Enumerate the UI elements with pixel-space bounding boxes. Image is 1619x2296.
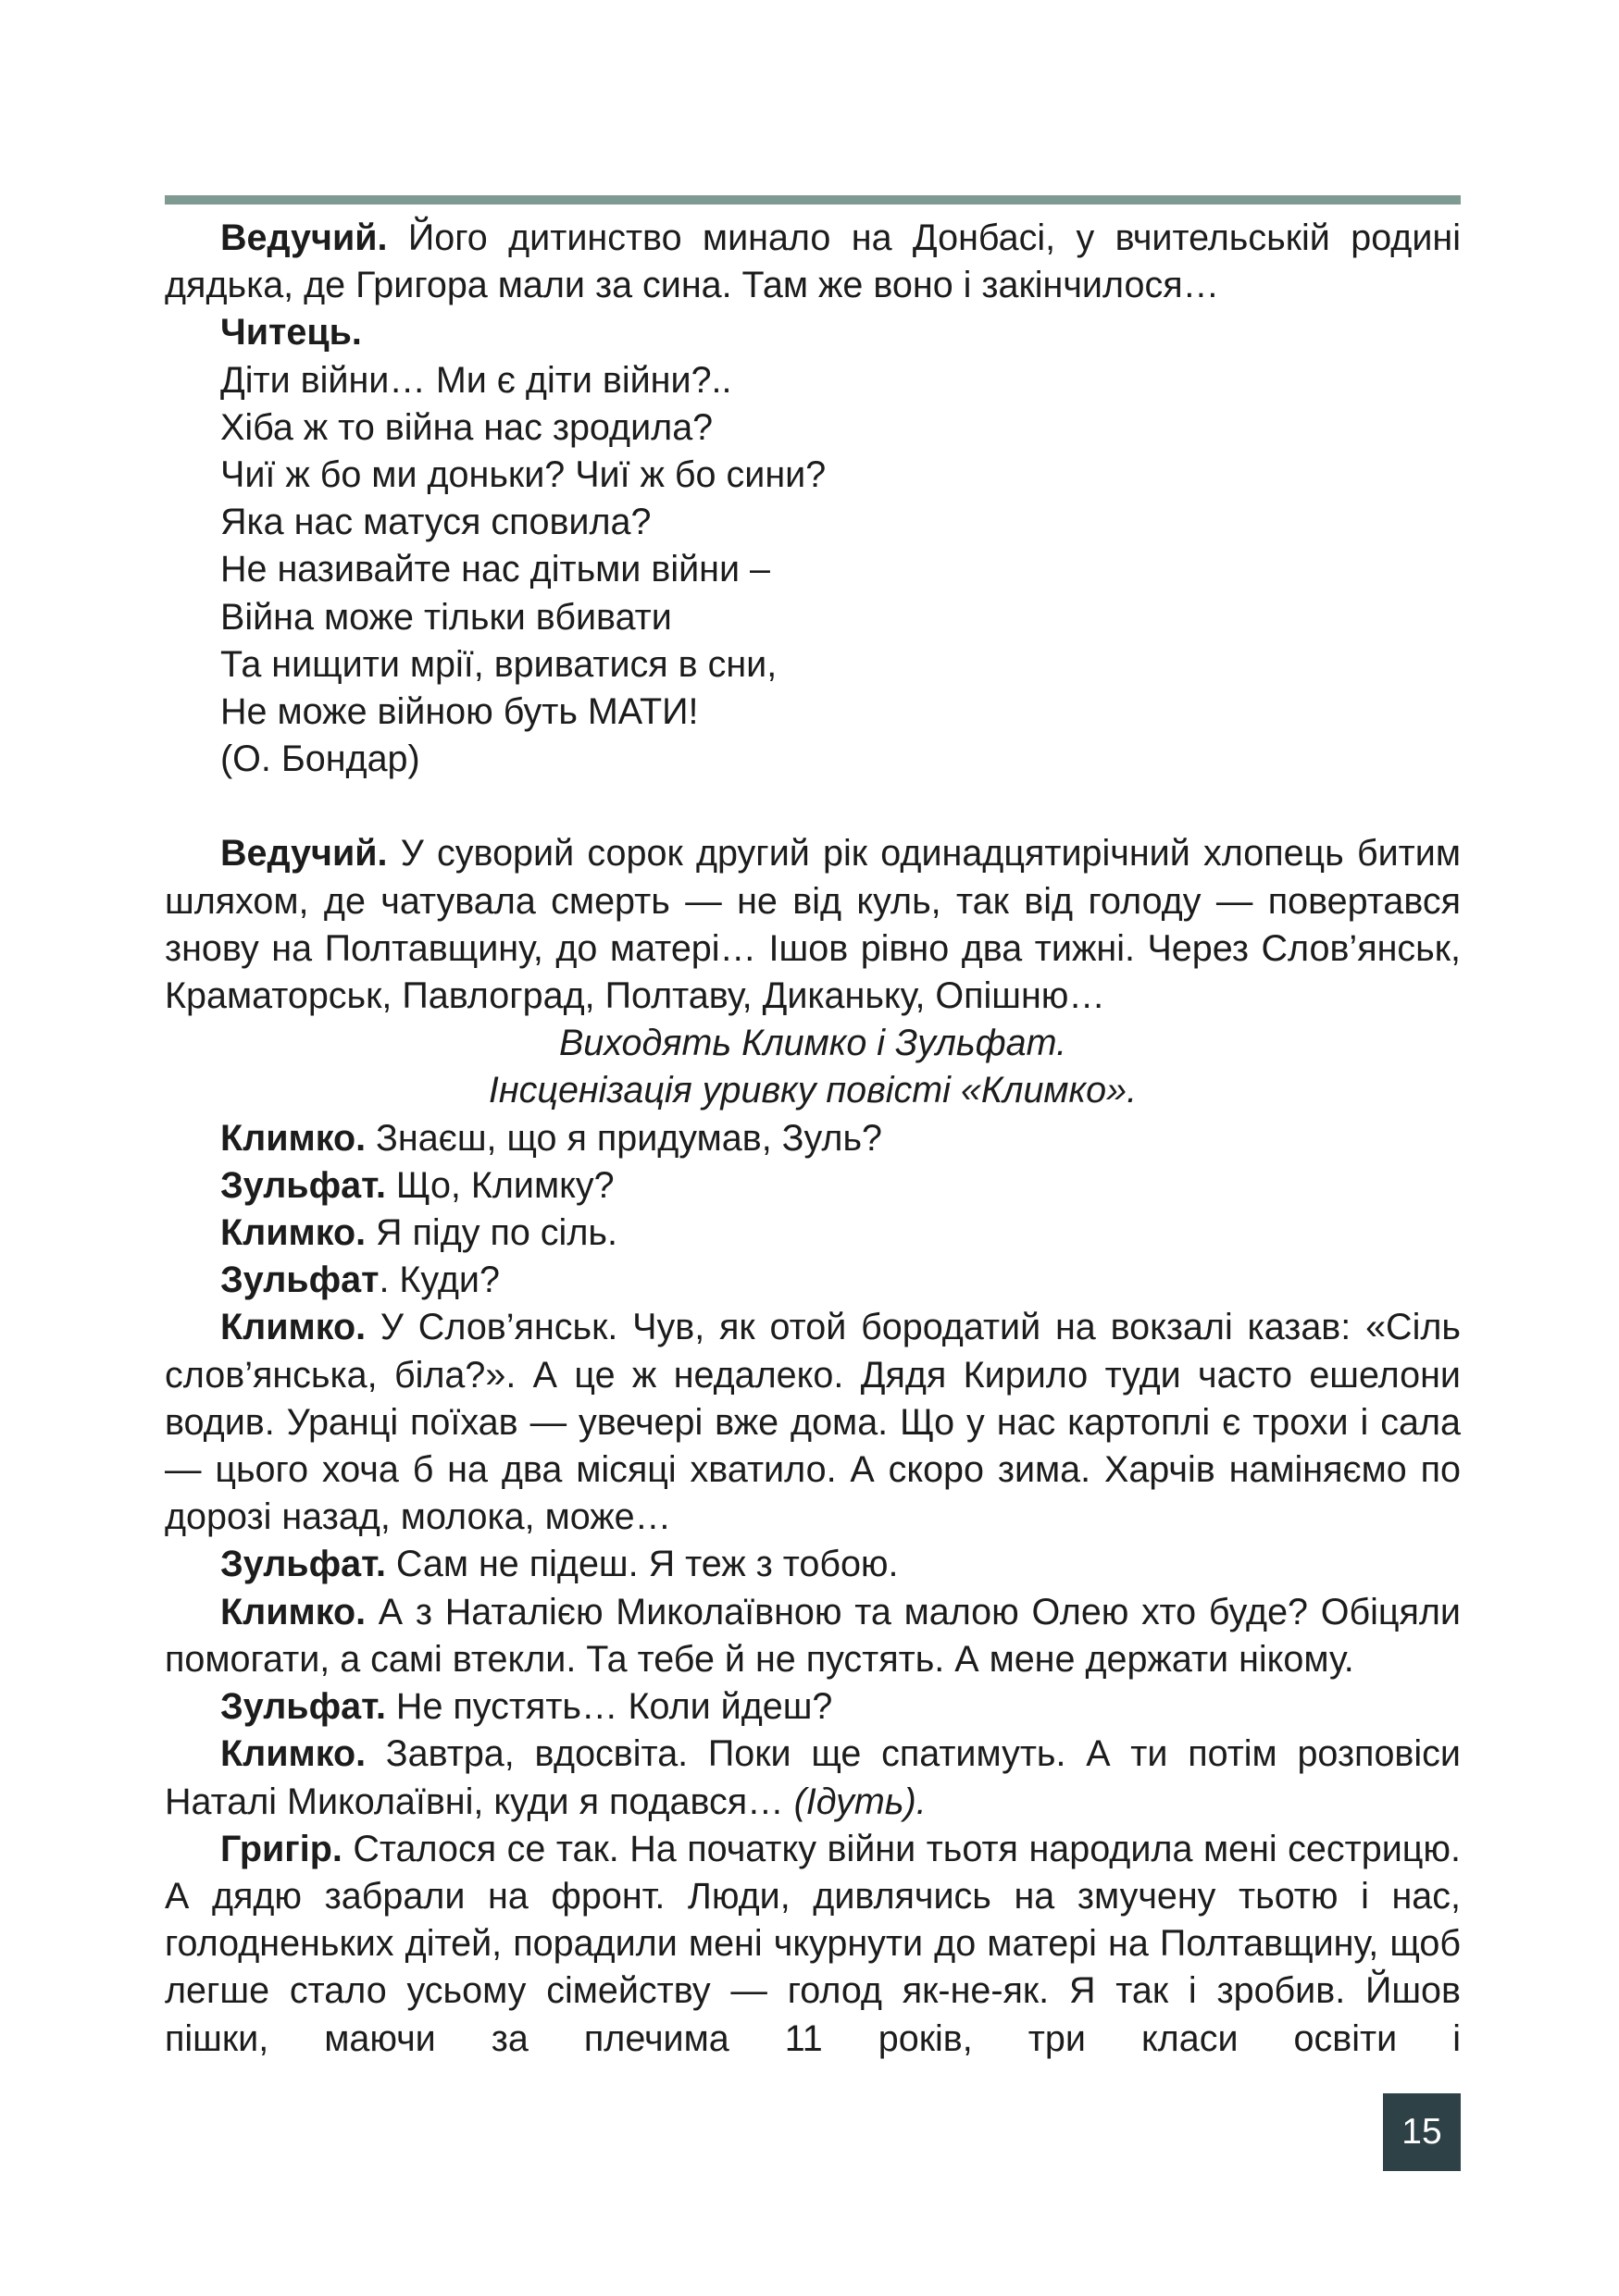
speaker-label: Климко. — [220, 1591, 367, 1632]
dialogue-text: Сталося се так. На початку війни тьотя народила мені сестрицю. А дядю забрали на фронт. Люди, дивлячись на змучену тьотю і нас, голодненьких дітей, порадили мені чкурнути до матері на Полтавщину, щоб легше стало усьому сімейству — голод як-не-як. Я так і зробив. Йшов пішки, маючи за плечима 11 років, три класи освіти і — [165, 1828, 1461, 2059]
poem-line: Війна може тільки вбивати — [220, 596, 672, 638]
poem-line: Не називайте нас дітьми війни – — [220, 549, 770, 590]
dialogue-line — [165, 1304, 1461, 1541]
dialogue-line — [165, 1257, 1461, 1304]
stage-direction: Виходять Климко і Зульфат. — [558, 1023, 1067, 1064]
speaker-label: Читець. — [220, 312, 362, 354]
dialogue-text: Що, Климку? — [385, 1164, 615, 1206]
dialogue-text: Завтра, вдосвіта. Поки ще спатимуть. А ти потім розповіси Наталі Миколаївні, куди я подався… — [165, 1733, 1461, 1822]
speaker-label: Климко. — [220, 1733, 367, 1775]
speaker-label: Климко. — [220, 1307, 367, 1348]
dialogue-line — [165, 1826, 1461, 2063]
dialogue-text: А з Наталією Миколаївною та малою Олею хто буде? Обіцяли помогати, а самі втекли. Та тебе й не пустять. А мене держати нікому. — [165, 1591, 1461, 1680]
paragraph-narration — [165, 830, 1461, 1020]
speaker-label: Ведучий. — [220, 217, 388, 258]
dialogue-line — [165, 1115, 1461, 1162]
paragraph-text: У суворий сорок другий рік одинадцятирічний хлопець битим шляхом, де чатувала смерть — не від куль, так від голоду — повертався знову на Полтавщину, до матері… Ішов рівно два тижні. Через Слов’янськ, Краматорськ, Павлоград, Полтаву, Диканьку, Опішню… — [165, 833, 1461, 1017]
dialogue-line — [165, 1731, 1461, 1825]
stage-note: (Ідуть). — [793, 1781, 927, 1822]
dialogue-text: Я піду по сіль. — [366, 1212, 617, 1254]
dialogue-text: . Куди? — [379, 1260, 500, 1301]
dialogue-line — [165, 1589, 1461, 1683]
speaker-label: Климко. — [220, 1117, 367, 1159]
reader-heading — [165, 309, 1461, 356]
speaker-label: Зульфат. — [220, 1164, 386, 1206]
speaker-label: Зульфат. — [220, 1544, 386, 1585]
poem-line: Чиї ж бо ми доньки? Чиї ж бо сини? — [220, 454, 827, 496]
poem-line: Яка нас матуся сповила? — [220, 502, 652, 543]
dialogue-line — [165, 1541, 1461, 1588]
poem-line: Хіба ж то війна нас зродила? — [220, 406, 714, 448]
dialogue-text: У Слов’янськ. Чув, як отой бородатий на вокзалі казав: «Сіль слов’янська, біла?». А це ж недалеко. Дядя Кирило туди часто ешелони водив. Уранці поїхав — увечері вже дома. Що у нас картоплі є трохи і сала — цього хоча б на два місяці хватило. А скоро зима. Харчів наміняємо по дорозі назад, молока, може… — [165, 1307, 1461, 1538]
page-body — [165, 215, 1461, 2063]
dialogue-text: Сам не підеш. Я теж з тобою. — [385, 1544, 899, 1585]
dialogue-text: Знаєш, що я придумав, Зуль? — [366, 1117, 882, 1159]
poem-line: Та нищити мрії, вриватися в сни, — [220, 643, 778, 685]
poem-author: (О. Бондар) — [220, 738, 420, 780]
speaker-label: Зульфат. — [220, 1686, 386, 1728]
dialogue-line — [165, 1162, 1461, 1210]
dialogue-text: Не пустять… Коли йдеш? — [385, 1686, 833, 1728]
dialogue-line — [165, 1683, 1461, 1731]
paragraph-intro — [165, 215, 1461, 309]
top-rule — [165, 195, 1461, 205]
spacer — [165, 783, 1461, 830]
page-number-badge: 15 — [1383, 2093, 1461, 2171]
poem — [165, 357, 1461, 784]
speaker-label: Климко. — [220, 1212, 367, 1254]
stage-direction: Інсценізація уривку повісті «Климко». — [488, 1070, 1138, 1111]
poem-line: Діти війни… Ми є діти війни?.. — [220, 359, 732, 401]
speaker-label: Ведучий. — [220, 833, 388, 875]
paragraph-text: Його дитинство минало на Донбасі, у вчительській родині дядька, де Григора мали за сина. Там же воно і закінчилося… — [165, 217, 1461, 306]
dialogue-line — [165, 1210, 1461, 1257]
speaker-label: Григір. — [220, 1828, 342, 1869]
speaker-label: Зульфат — [220, 1260, 380, 1301]
poem-line: Не може війною буть МАТИ! — [220, 691, 699, 733]
